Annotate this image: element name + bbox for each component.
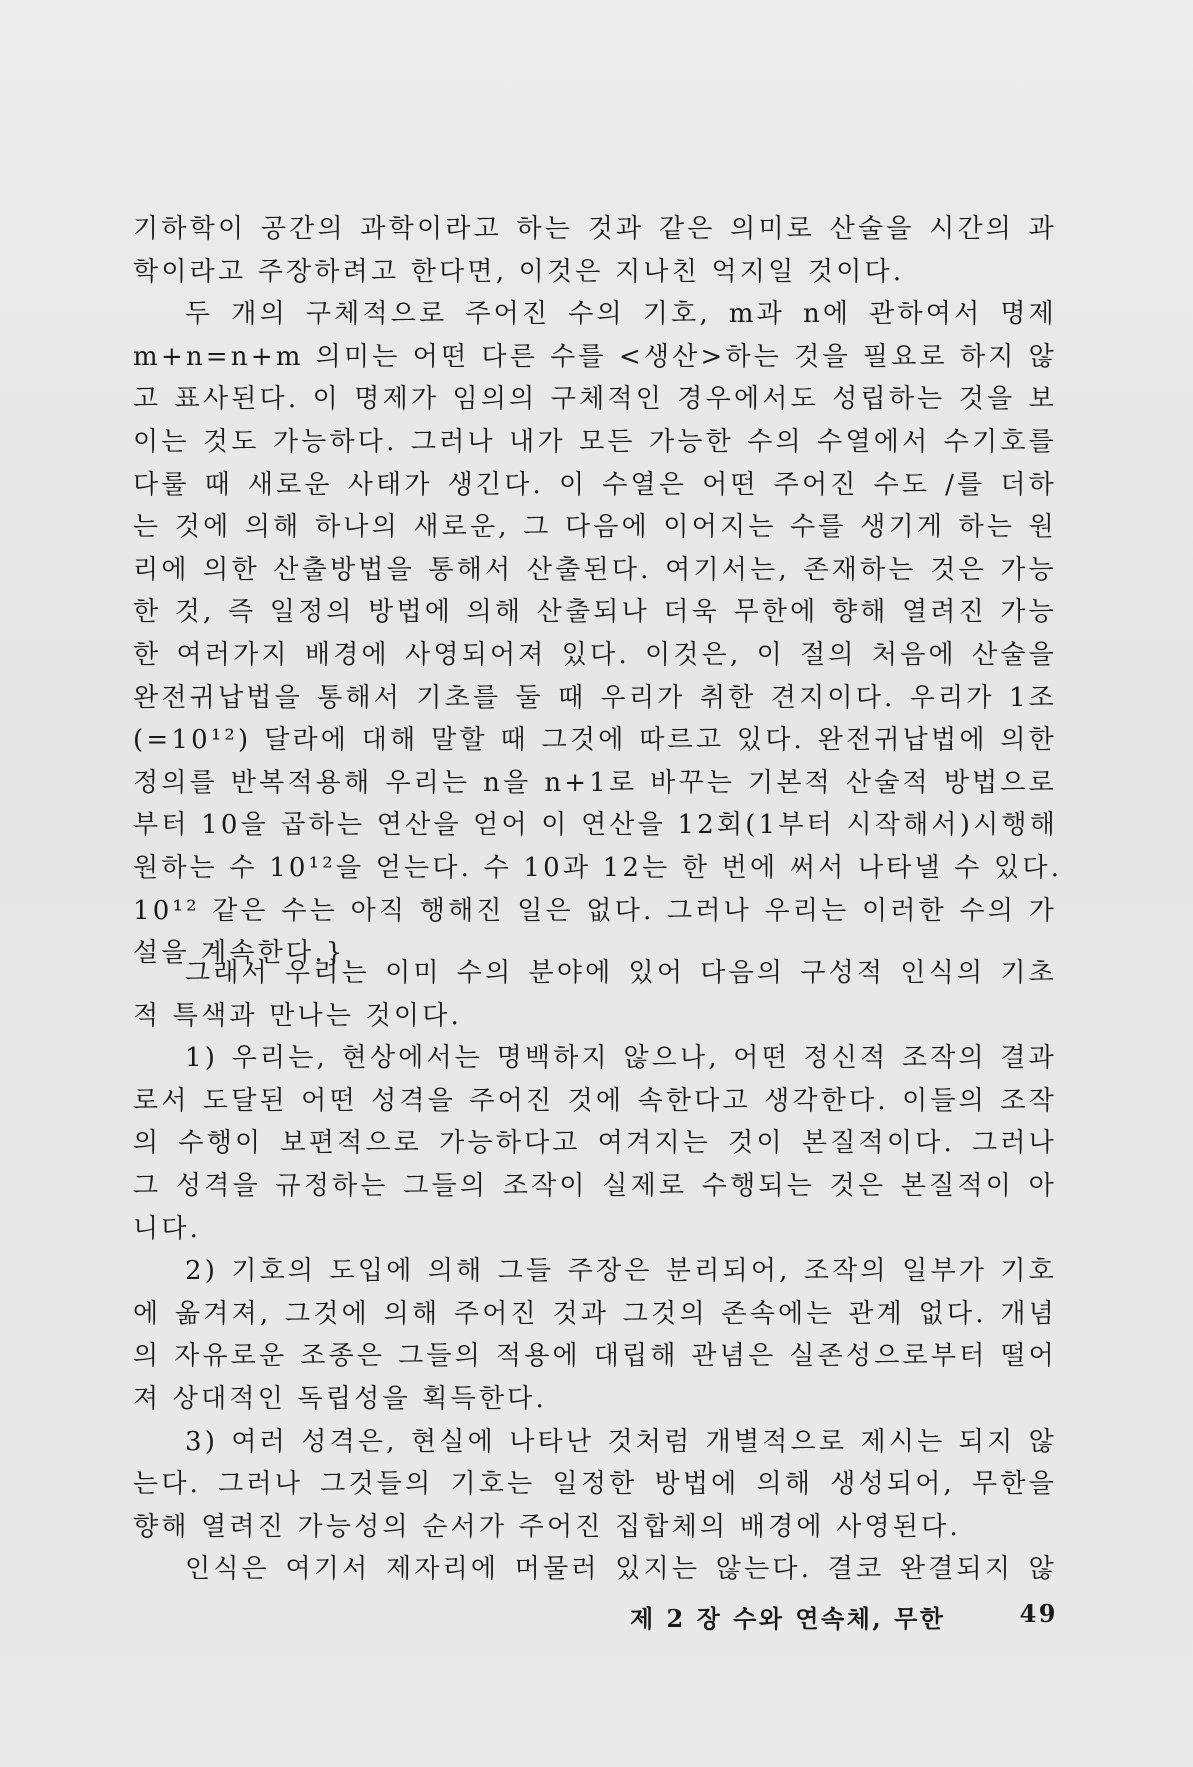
text-line: 2) 기호의 도입에 의해 그들 주장은 분리되어, 조작의 일부가 기호 xyxy=(185,1256,1057,1287)
text-line: 그 성격을 규정하는 그들의 조작이 실제로 수행되는 것은 본질적이 아 xyxy=(133,1170,1057,1201)
text-line: 정의를 반복적용해 우리는 n을 n+1로 바꾸는 기본적 산술적 방법으로 xyxy=(133,767,1057,798)
text-line: 설을 계속한다.} xyxy=(133,938,346,969)
text-line: 인식은 여기서 제자리에 머물러 있지는 않는다. 결코 완결되지 않 xyxy=(185,1554,1057,1585)
text-line: 향해 열려진 가능성의 순서가 주어진 집합체의 배경에 사영된다. xyxy=(133,1511,961,1542)
text-line: 이는 것도 가능하다. 그러나 내가 모든 가능한 수의 수열에서 수기호를 xyxy=(133,426,1057,457)
text-line: 1) 우리는, 현상에서는 명백하지 않으나, 어떤 정신적 조작의 결과 xyxy=(185,1043,1057,1074)
text-line: 의 수행이 보편적으로 가능하다고 여겨지는 것이 본질적이다. 그러나 xyxy=(133,1128,1057,1159)
text-line: 기하학이 공간의 과학이라고 하는 것과 같은 의미로 산술을 시간의 과 xyxy=(133,214,1057,244)
text-line: 한 것, 즉 일정의 방법에 의해 산출되나 더욱 무한에 향해 열려진 가능 xyxy=(133,597,1057,628)
text-line: 져 상대적인 독립성을 획득한다. xyxy=(133,1383,547,1414)
text-line: 원하는 수 10¹²을 얻는다. 수 10과 12는 한 번에 써서 나타낼 수 있다. xyxy=(133,852,1063,883)
text-line: 부터 10을 곱하는 연산을 얻어 이 연산을 12회(1부터 시작해서)시행해 xyxy=(133,810,1059,841)
text-line: 학이라고 주장하려고 한다면, 이것은 지나친 억지일 것이다. xyxy=(133,256,905,287)
paragraph-block-1 xyxy=(133,208,1063,975)
page-number: 49 xyxy=(1019,1599,1058,1628)
text-line: 한 여러가지 배경에 사영되어져 있다. 이것은, 이 절의 처음에 산술을 xyxy=(133,639,1057,670)
text-line: 그래서 우리는 이미 수의 분야에 있어 다음의 구성적 인식의 기초 xyxy=(185,958,1057,988)
text-line: 는 것에 의해 하나의 새로운, 그 다음에 이어지는 수를 생기게 하는 원 xyxy=(133,512,1057,543)
text-line: 두 개의 구체적으로 주어진 수의 기호, m과 n에 관하여서 명제 xyxy=(185,299,1057,330)
text-line: 완전귀납법을 통해서 기초를 둘 때 우리가 취한 견지이다. 우리가 1조 xyxy=(133,682,1057,713)
text-line: 에 옮겨져, 그것에 의해 주어진 것과 그것의 존속에는 관계 없다. 개념 xyxy=(133,1298,1057,1329)
text-line: 고 표사된다. 이 명제가 임의의 구체적인 경우에서도 성립하는 것을 보 xyxy=(133,384,1057,415)
text-line: 적 특색과 만나는 것이다. xyxy=(133,1000,463,1031)
text-line: 10¹² 같은 수는 아직 행해진 일은 없다. 그러나 우리는 이러한 수의 가 xyxy=(133,895,1057,926)
text-line: m+n=n+m 의미는 어떤 다른 수를 <생산>하는 것을 필요로 하지 않 xyxy=(133,341,1057,372)
text-line: 의 자유로운 조종은 그들의 적용에 대립해 관념은 실존성으로부터 떨어 xyxy=(133,1341,1057,1372)
running-chapter-title: 제 2 장 수와 연속체, 무한 xyxy=(630,1604,946,1633)
page-footer xyxy=(630,1599,1058,1634)
text-line: 3) 여러 성격은, 현실에 나타난 것처럼 개별적으로 제시는 되지 않 xyxy=(185,1426,1057,1457)
text-line: 로서 도달된 어떤 성격을 주어진 것에 속한다고 생각한다. 이들의 조작 xyxy=(133,1085,1057,1116)
text-line: 다룰 때 새로운 사태가 생긴다. 이 수열은 어떤 주어진 수도 /를 더하 xyxy=(133,469,1057,500)
paragraph-block-2 xyxy=(133,952,1057,1591)
text-line: 는다. 그러나 그것들의 기호는 일정한 방법에 의해 생성되어, 무한을 xyxy=(133,1469,1057,1500)
text-line: 리에 의한 산출방법을 통해서 산출된다. 여기서는, 존재하는 것은 가능 xyxy=(133,554,1057,585)
text-line: 니다. xyxy=(133,1213,202,1244)
text-line: (=10¹²) 달라에 대해 말할 때 그것에 따르고 있다. 완전귀납법에 의한 xyxy=(133,725,1057,756)
